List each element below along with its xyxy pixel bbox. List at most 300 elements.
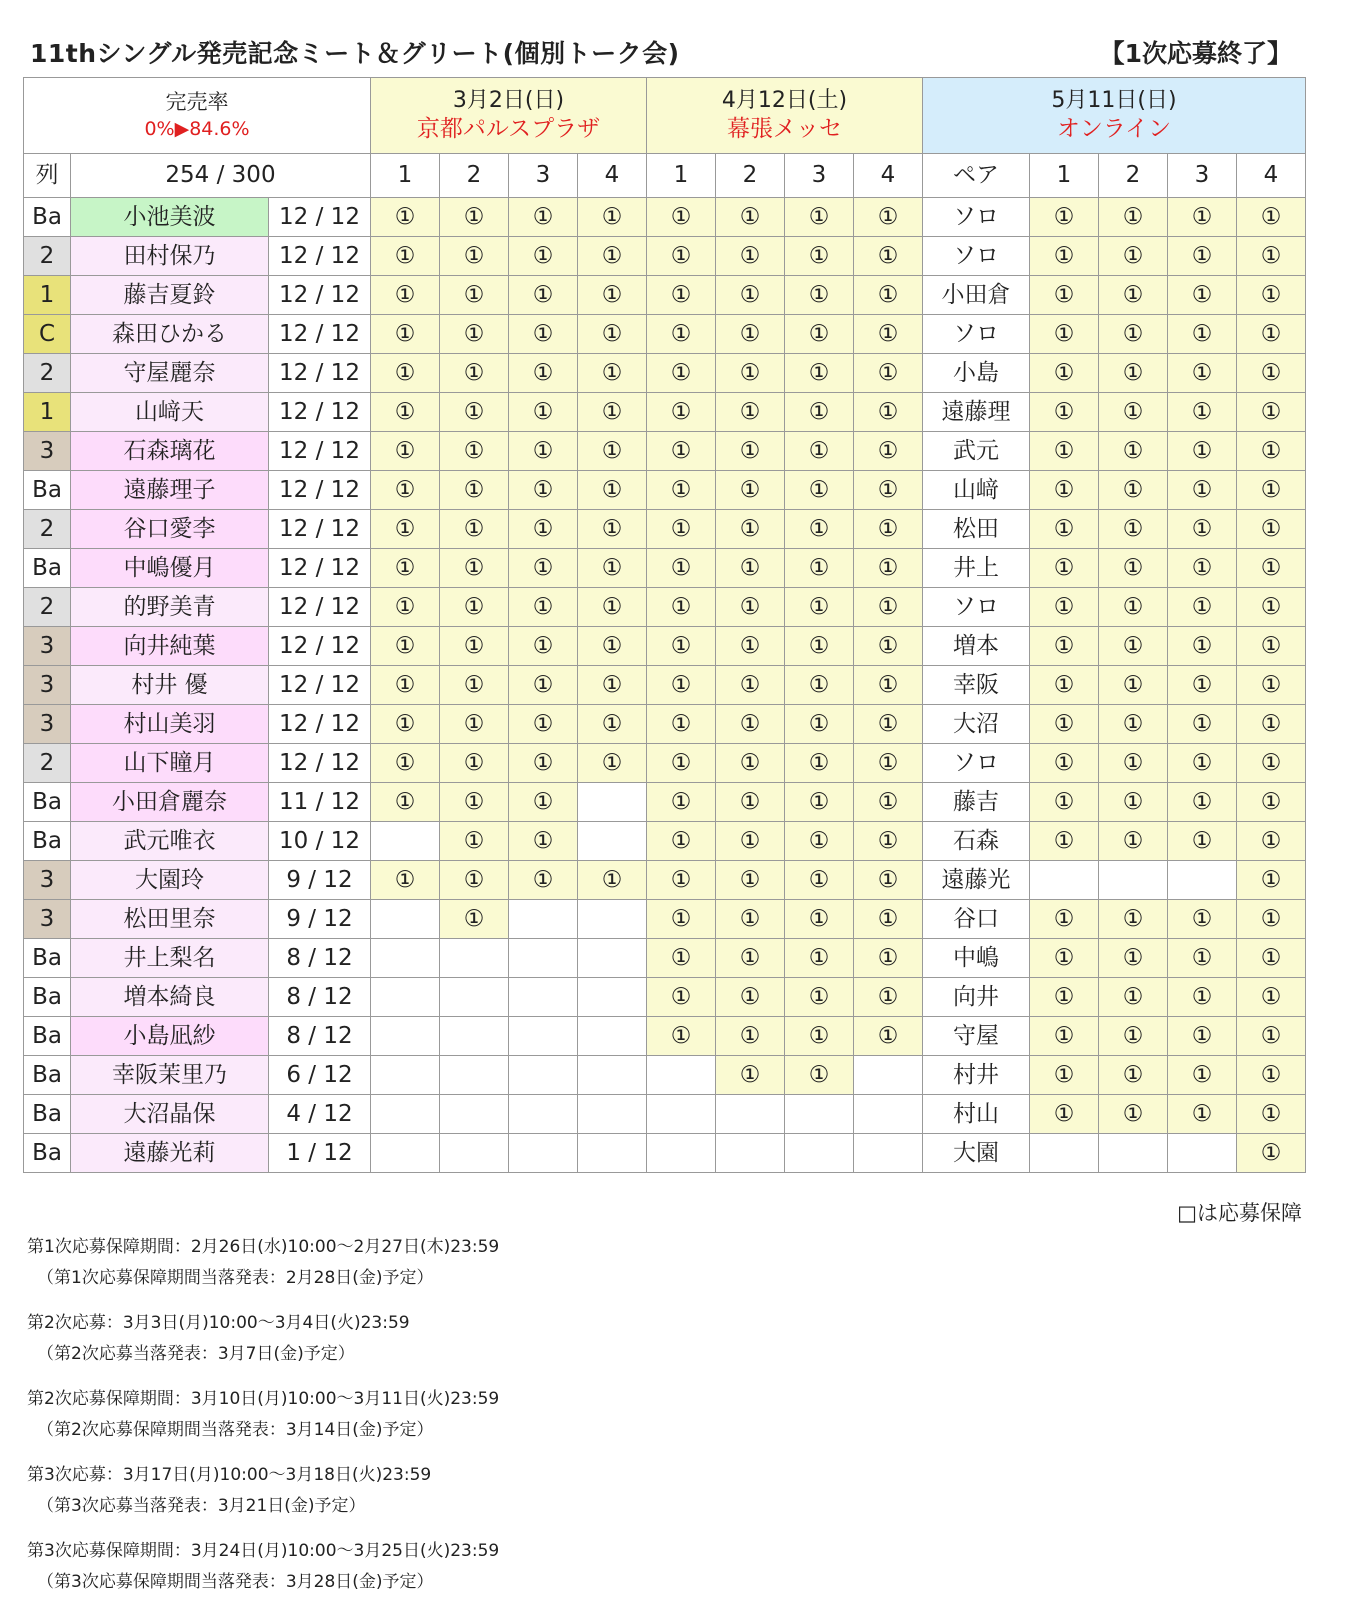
slot-count: 12 / 12 — [269, 432, 371, 471]
pair-name: 谷口 — [923, 900, 1030, 939]
slot-cell: ① — [785, 549, 854, 588]
slot-cell: ① — [647, 315, 716, 354]
slot-cell: ① — [854, 1017, 923, 1056]
member-row — [24, 861, 1306, 900]
slot-cell: ① — [1168, 627, 1237, 666]
slot-cell: ① — [1168, 1095, 1237, 1134]
slot-cell: ① — [440, 900, 509, 939]
pair-name: 村山 — [923, 1095, 1030, 1134]
slot-cell: ① — [1099, 705, 1168, 744]
schedule-period: 第3次応募保障期間：3月24日(月)10:00～3月25日(火)23:59 — [27, 1541, 500, 1561]
slot-cell — [440, 1017, 509, 1056]
total-count: 254 / 300 — [71, 154, 371, 198]
slot-cell: ① — [785, 822, 854, 861]
slot-cell: ① — [785, 627, 854, 666]
schedule-period: 第1次応募保障期間：2月26日(水)10:00～2月27日(木)23:59 — [27, 1237, 500, 1257]
part-header: 1 — [1030, 154, 1099, 198]
pair-name: 石森 — [923, 822, 1030, 861]
slot-count: 12 / 12 — [269, 198, 371, 237]
member-row — [24, 588, 1306, 627]
slot-cell: ① — [440, 822, 509, 861]
event-date: 5月11日(日) — [1051, 88, 1177, 113]
slot-cell: ① — [647, 588, 716, 627]
row-number: Ba — [24, 471, 71, 510]
slot-cell: ① — [509, 354, 578, 393]
slot-cell — [371, 978, 440, 1017]
slot-cell: ① — [854, 978, 923, 1017]
slot-cell: ① — [1168, 588, 1237, 627]
slot-cell: ① — [1237, 1017, 1306, 1056]
slot-cell: ① — [716, 237, 785, 276]
slot-cell: ① — [1168, 783, 1237, 822]
slot-cell: ① — [578, 471, 647, 510]
row-number: Ba — [24, 978, 71, 1017]
member-row — [24, 783, 1306, 822]
slot-cell — [785, 1095, 854, 1134]
event-header-online — [923, 78, 1306, 154]
row-number: 3 — [24, 861, 71, 900]
slot-cell: ① — [371, 471, 440, 510]
slot-cell — [647, 1095, 716, 1134]
slot-cell: ① — [1099, 315, 1168, 354]
slot-cell: ① — [716, 627, 785, 666]
event-header-kyoto — [371, 78, 647, 154]
row-number: 3 — [24, 666, 71, 705]
slot-cell: ① — [1030, 705, 1099, 744]
slot-cell — [509, 1056, 578, 1095]
member-name: 中嶋優月 — [71, 549, 269, 588]
slot-cell: ① — [371, 627, 440, 666]
pair-name: 松田 — [923, 510, 1030, 549]
slot-cell — [854, 1095, 923, 1134]
pair-name: 中嶋 — [923, 939, 1030, 978]
slot-cell: ① — [716, 783, 785, 822]
slot-cell: ① — [578, 705, 647, 744]
schedule-announcement: （第2次応募保障期間当落発表：3月14日(金)予定） — [37, 1420, 434, 1440]
member-name: 村山美羽 — [71, 705, 269, 744]
slot-cell: ① — [440, 237, 509, 276]
slot-cell — [1168, 1134, 1237, 1173]
slot-cell: ① — [716, 978, 785, 1017]
slot-cell: ① — [785, 432, 854, 471]
part-header: 2 — [440, 154, 509, 198]
event-date: 3月2日(日) — [452, 88, 565, 113]
slot-cell: ① — [716, 705, 785, 744]
slot-cell — [440, 978, 509, 1017]
event-date: 4月12日(土) — [721, 88, 848, 113]
member-name: 小島凪紗 — [71, 1017, 269, 1056]
slot-cell: ① — [1030, 978, 1099, 1017]
slot-cell: ① — [1099, 978, 1168, 1017]
guarantee-note: □は応募保障 — [1177, 1201, 1302, 1225]
slot-cell: ① — [578, 198, 647, 237]
pair-name: 向井 — [923, 978, 1030, 1017]
slot-cell: ① — [1237, 315, 1306, 354]
pair-name: ソロ — [923, 744, 1030, 783]
slot-cell: ① — [371, 315, 440, 354]
slot-cell: ① — [1099, 198, 1168, 237]
slot-cell: ① — [1030, 666, 1099, 705]
member-row — [24, 939, 1306, 978]
slot-cell: ① — [440, 744, 509, 783]
slot-cell: ① — [785, 198, 854, 237]
slot-cell: ① — [578, 354, 647, 393]
slot-cell — [1099, 861, 1168, 900]
slot-cell: ① — [1030, 471, 1099, 510]
slot-cell: ① — [854, 276, 923, 315]
slot-cell: ① — [1099, 432, 1168, 471]
sellout-rate-label: 完売率 — [165, 90, 229, 114]
slot-cell: ① — [1168, 549, 1237, 588]
slot-cell: ① — [371, 393, 440, 432]
member-row — [24, 705, 1306, 744]
slot-cell: ① — [1030, 900, 1099, 939]
slot-cell: ① — [1168, 978, 1237, 1017]
slot-cell: ① — [371, 861, 440, 900]
row-number: Ba — [24, 1095, 71, 1134]
slot-cell: ① — [1030, 1017, 1099, 1056]
slot-cell: ① — [1237, 1095, 1306, 1134]
slot-cell: ① — [1030, 354, 1099, 393]
slot-cell: ① — [854, 822, 923, 861]
slot-cell: ① — [1030, 510, 1099, 549]
slot-cell: ① — [1168, 705, 1237, 744]
slot-cell: ① — [440, 198, 509, 237]
slot-cell: ① — [1099, 510, 1168, 549]
slot-cell: ① — [854, 705, 923, 744]
pair-name: ソロ — [923, 237, 1030, 276]
slot-cell: ① — [440, 471, 509, 510]
slot-cell: ① — [785, 939, 854, 978]
slot-cell: ① — [1168, 744, 1237, 783]
member-name: 向井純葉 — [71, 627, 269, 666]
slot-cell: ① — [1099, 237, 1168, 276]
event-table — [23, 77, 1306, 1173]
slot-cell: ① — [509, 588, 578, 627]
slot-cell: ① — [440, 393, 509, 432]
row-number: Ba — [24, 822, 71, 861]
event-venue: オンライン — [1056, 116, 1172, 142]
slot-count: 11 / 12 — [269, 783, 371, 822]
slot-cell — [716, 1095, 785, 1134]
schedule-item — [27, 1536, 499, 1598]
slot-cell: ① — [716, 1017, 785, 1056]
slot-cell: ① — [1099, 627, 1168, 666]
slot-cell: ① — [716, 393, 785, 432]
row-number: 2 — [24, 510, 71, 549]
member-name: 山下瞳月 — [71, 744, 269, 783]
slot-cell: ① — [1168, 900, 1237, 939]
slot-cell — [854, 1134, 923, 1173]
slot-cell: ① — [785, 354, 854, 393]
slot-cell: ① — [440, 354, 509, 393]
slot-cell — [578, 978, 647, 1017]
slot-cell: ① — [509, 393, 578, 432]
slot-cell: ① — [716, 861, 785, 900]
slot-cell: ① — [854, 588, 923, 627]
row-number: 2 — [24, 588, 71, 627]
slot-cell: ① — [440, 510, 509, 549]
slot-cell: ① — [1030, 276, 1099, 315]
pair-name: 井上 — [923, 549, 1030, 588]
slot-cell: ① — [1030, 237, 1099, 276]
member-name: 石森璃花 — [71, 432, 269, 471]
schedule-period: 第2次応募保障期間：3月10日(月)10:00～3月11日(火)23:59 — [27, 1389, 500, 1409]
slot-count: 4 / 12 — [269, 1095, 371, 1134]
pair-name: ソロ — [923, 315, 1030, 354]
slot-cell: ① — [509, 510, 578, 549]
slot-cell: ① — [1030, 432, 1099, 471]
slot-cell: ① — [647, 237, 716, 276]
row-number: Ba — [24, 198, 71, 237]
slot-cell — [509, 978, 578, 1017]
member-name: 幸阪茉里乃 — [71, 1056, 269, 1095]
slot-cell: ① — [440, 549, 509, 588]
pair-name: 大園 — [923, 1134, 1030, 1173]
slot-cell: ① — [1237, 276, 1306, 315]
slot-cell: ① — [647, 783, 716, 822]
slot-cell: ① — [785, 510, 854, 549]
slot-count: 12 / 12 — [269, 588, 371, 627]
slot-cell: ① — [716, 588, 785, 627]
slot-cell: ① — [716, 666, 785, 705]
slot-cell: ① — [854, 432, 923, 471]
row-number: 3 — [24, 432, 71, 471]
member-row — [24, 1056, 1306, 1095]
slot-cell: ① — [1030, 939, 1099, 978]
member-name: 山﨑天 — [71, 393, 269, 432]
pair-name: 遠藤光 — [923, 861, 1030, 900]
slot-cell: ① — [440, 783, 509, 822]
slot-cell: ① — [716, 900, 785, 939]
slot-cell: ① — [1168, 315, 1237, 354]
slot-count: 6 / 12 — [269, 1056, 371, 1095]
slot-cell: ① — [1237, 588, 1306, 627]
slot-cell: ① — [647, 354, 716, 393]
member-row — [24, 744, 1306, 783]
slot-cell: ① — [1168, 939, 1237, 978]
slot-cell: ① — [1237, 900, 1306, 939]
slot-cell: ① — [440, 666, 509, 705]
part-header: 1 — [647, 154, 716, 198]
schedule-item — [27, 1232, 499, 1294]
slot-cell: ① — [1237, 666, 1306, 705]
slot-cell: ① — [371, 783, 440, 822]
slot-cell: ① — [440, 705, 509, 744]
slot-cell — [578, 1134, 647, 1173]
slot-cell: ① — [1099, 822, 1168, 861]
slot-cell: ① — [716, 354, 785, 393]
slot-cell: ① — [647, 510, 716, 549]
slot-cell: ① — [716, 549, 785, 588]
slot-cell: ① — [647, 627, 716, 666]
part-header: 3 — [785, 154, 854, 198]
slot-cell: ① — [1168, 354, 1237, 393]
schedule-item — [27, 1384, 499, 1446]
slot-cell: ① — [371, 432, 440, 471]
part-header: 4 — [854, 154, 923, 198]
slot-cell: ① — [1099, 744, 1168, 783]
slot-count: 10 / 12 — [269, 822, 371, 861]
slot-count: 12 / 12 — [269, 354, 371, 393]
member-row — [24, 666, 1306, 705]
member-name: 大園玲 — [71, 861, 269, 900]
slot-cell: ① — [578, 861, 647, 900]
slot-count: 1 / 12 — [269, 1134, 371, 1173]
slot-cell — [1099, 1134, 1168, 1173]
slot-cell: ① — [509, 744, 578, 783]
slot-cell: ① — [1237, 393, 1306, 432]
member-name: 小池美波 — [71, 198, 269, 237]
slot-count: 8 / 12 — [269, 939, 371, 978]
member-name: 田村保乃 — [71, 237, 269, 276]
slot-cell — [371, 939, 440, 978]
slot-cell — [509, 900, 578, 939]
slot-cell: ① — [578, 627, 647, 666]
slot-cell: ① — [371, 354, 440, 393]
slot-cell: ① — [578, 276, 647, 315]
slot-cell: ① — [854, 939, 923, 978]
slot-cell: ① — [1168, 432, 1237, 471]
slot-cell: ① — [854, 744, 923, 783]
slot-cell: ① — [1030, 627, 1099, 666]
slot-cell: ① — [371, 744, 440, 783]
slot-cell: ① — [854, 783, 923, 822]
pair-name: 大沼 — [923, 705, 1030, 744]
row-number: 3 — [24, 705, 71, 744]
slot-cell: ① — [647, 744, 716, 783]
slot-cell — [371, 1017, 440, 1056]
slot-cell — [716, 1134, 785, 1173]
slot-count: 9 / 12 — [269, 900, 371, 939]
slot-cell: ① — [509, 549, 578, 588]
member-row — [24, 1134, 1306, 1173]
slot-cell — [509, 1095, 578, 1134]
slot-cell: ① — [1168, 198, 1237, 237]
slot-cell: ① — [647, 900, 716, 939]
row-number: 2 — [24, 354, 71, 393]
slot-cell: ① — [1099, 588, 1168, 627]
slot-cell: ① — [1168, 237, 1237, 276]
slot-count: 12 / 12 — [269, 666, 371, 705]
member-row — [24, 198, 1306, 237]
row-number: 2 — [24, 237, 71, 276]
event-venue: 幕張メッセ — [727, 116, 842, 142]
slot-cell: ① — [785, 1017, 854, 1056]
slot-cell: ① — [1099, 276, 1168, 315]
slot-cell: ① — [509, 705, 578, 744]
slot-cell: ① — [647, 861, 716, 900]
slot-cell: ① — [440, 861, 509, 900]
slot-cell: ① — [1030, 393, 1099, 432]
slot-cell — [578, 822, 647, 861]
slot-cell: ① — [1237, 549, 1306, 588]
slot-cell: ① — [509, 822, 578, 861]
slot-cell: ① — [578, 237, 647, 276]
slot-cell: ① — [647, 978, 716, 1017]
slot-cell: ① — [716, 471, 785, 510]
slot-cell: ① — [785, 1056, 854, 1095]
member-row — [24, 1095, 1306, 1134]
schedule-period: 第3次応募：3月17日(月)10:00～3月18日(火)23:59 — [27, 1465, 432, 1485]
slot-cell: ① — [1099, 900, 1168, 939]
slot-cell: ① — [371, 588, 440, 627]
pair-name: 増本 — [923, 627, 1030, 666]
slot-cell: ① — [716, 1056, 785, 1095]
slot-cell: ① — [1030, 822, 1099, 861]
slot-cell — [854, 1056, 923, 1095]
slot-cell — [785, 1134, 854, 1173]
slot-cell: ① — [854, 510, 923, 549]
slot-count: 12 / 12 — [269, 237, 371, 276]
slot-cell — [371, 1095, 440, 1134]
slot-cell: ① — [578, 744, 647, 783]
row-number: 3 — [24, 900, 71, 939]
slot-cell: ① — [1237, 237, 1306, 276]
sellout-rate-header — [24, 78, 371, 154]
pair-header: ペア — [923, 154, 1030, 198]
slot-cell: ① — [440, 315, 509, 354]
slot-cell — [509, 1134, 578, 1173]
slot-cell: ① — [371, 510, 440, 549]
part-header: 2 — [1099, 154, 1168, 198]
slot-cell: ① — [854, 198, 923, 237]
member-row — [24, 432, 1306, 471]
slot-cell: ① — [440, 588, 509, 627]
slot-cell: ① — [1099, 783, 1168, 822]
slot-cell — [578, 939, 647, 978]
slot-cell — [440, 939, 509, 978]
slot-cell: ① — [371, 549, 440, 588]
slot-cell: ① — [509, 198, 578, 237]
slot-cell: ① — [854, 627, 923, 666]
slot-cell: ① — [785, 705, 854, 744]
slot-cell: ① — [854, 315, 923, 354]
slot-cell: ① — [509, 627, 578, 666]
member-row — [24, 1017, 1306, 1056]
slot-cell: ① — [1168, 1017, 1237, 1056]
part-header: 1 — [371, 154, 440, 198]
pair-name: 藤吉 — [923, 783, 1030, 822]
row-number: Ba — [24, 939, 71, 978]
slot-cell — [440, 1056, 509, 1095]
member-row — [24, 627, 1306, 666]
slot-cell: ① — [578, 432, 647, 471]
slot-cell: ① — [647, 666, 716, 705]
slot-cell: ① — [1030, 198, 1099, 237]
slot-cell: ① — [1237, 354, 1306, 393]
slot-cell: ① — [647, 822, 716, 861]
slot-cell: ① — [785, 393, 854, 432]
slot-count: 8 / 12 — [269, 978, 371, 1017]
slot-cell: ① — [578, 666, 647, 705]
part-header: 3 — [509, 154, 578, 198]
row-number: C — [24, 315, 71, 354]
slot-cell — [578, 1095, 647, 1134]
slot-cell: ① — [1168, 666, 1237, 705]
member-name: 松田里奈 — [71, 900, 269, 939]
slot-cell: ① — [1237, 432, 1306, 471]
slot-cell: ① — [716, 744, 785, 783]
schedule-item — [27, 1460, 499, 1522]
slot-cell: ① — [509, 783, 578, 822]
slot-cell: ① — [371, 198, 440, 237]
slot-count: 12 / 12 — [269, 510, 371, 549]
slot-count: 12 / 12 — [269, 393, 371, 432]
slot-cell: ① — [1237, 705, 1306, 744]
slot-cell: ① — [785, 588, 854, 627]
slot-cell: ① — [509, 471, 578, 510]
